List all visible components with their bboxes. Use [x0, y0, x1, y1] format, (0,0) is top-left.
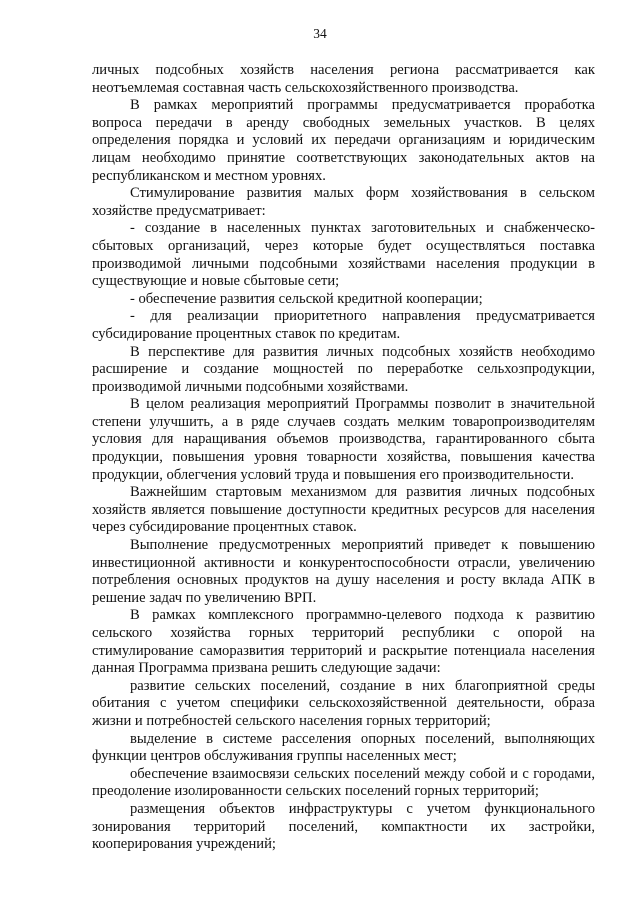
paragraph: Важнейшим стартовым механизмом для развития личных подсобных хозяйств является повышение доступности кредитных ресурсов для населения через субсидирование процентных ставок. — [92, 484, 595, 536]
document-body — [92, 62, 595, 854]
paragraph: В рамках мероприятий программы предусматривается проработка вопроса передачи в аренду свободных земельных участков. В целях определения порядка и условий их передачи организациям и юридическим лицам необходимо принятие соответствующих законодательных актов на республиканском и местном уровнях. — [92, 97, 595, 184]
paragraph: В перспективе для развития личных подсобных хозяйств необходимо расширение и создание мощностей по переработке сельхозпродукции, производимой личными подсобными хозяйствами. — [92, 343, 595, 395]
task-item: размещения объектов инфраструктуры с учетом функционального зонирования территорий поселений, компактности их застройки, кооперирования учреждений; — [92, 800, 595, 853]
paragraph: Выполнение предусмотренных мероприятий приведет к повышению инвестиционной активности и конкурентоспособности отрасли, увеличению потребления основных продуктов на душу населения и росту вклада АПК в решение задач по увеличению ВРП. — [92, 537, 595, 606]
list-item: - создание в населенных пунктах заготовительных и снабженческо-сбытовых организаций, через которые будет осуществляться поставка производимой личными подсобными хозяйствами населения продукции в существующие и новые сбытовые сети; — [92, 220, 595, 290]
task-item: выделение в системе расселения опорных поселений, выполняющих функции центров обслуживания группы населенных мест; — [92, 730, 595, 765]
paragraph: Стимулирование развития малых форм хозяйствования в сельском хозяйстве предусматривает: — [92, 185, 595, 219]
page-number: 34 — [313, 26, 327, 41]
task-item: обеспечение взаимосвязи сельских поселений между собой и с городами, преодоление изолированности сельских поселений горных территорий; — [92, 765, 595, 800]
paragraph: личных подсобных хозяйств населения региона рассматривается как неотъемлемая составная часть сельскохозяйственного производства. — [92, 62, 595, 96]
task-item: развитие сельских поселений, создание в них благоприятной среды обитания с учетом специфики сельскохозяйственной деятельности, образа жизни и потребностей сельского населения горных территорий; — [92, 677, 595, 729]
list-item: - для реализации приоритетного направления предусматривается субсидирование процентных ставок по кредитам. — [92, 308, 595, 342]
paragraph: В целом реализация мероприятий Программы позволит в значительной степени улучшить, а в ряде случаев создать мелким товаропроизводителям условия для наращивания объемов производства, гарантированного сбыта продукции, повышения уровня товарности хозяйства, повышения качества продукции, облегчения условий труда и повышения его производительности. — [92, 396, 595, 483]
list-item: - обеспечение развития сельской кредитной кооперации; — [130, 290, 483, 307]
paragraph: В рамках комплексного программно-целевого подхода к развитию сельского хозяйства горных территорий республики с опорой на стимулирование саморазвития территорий и раскрытие потенциала населения данная Программа призвана решить следующие задачи: — [92, 607, 595, 677]
